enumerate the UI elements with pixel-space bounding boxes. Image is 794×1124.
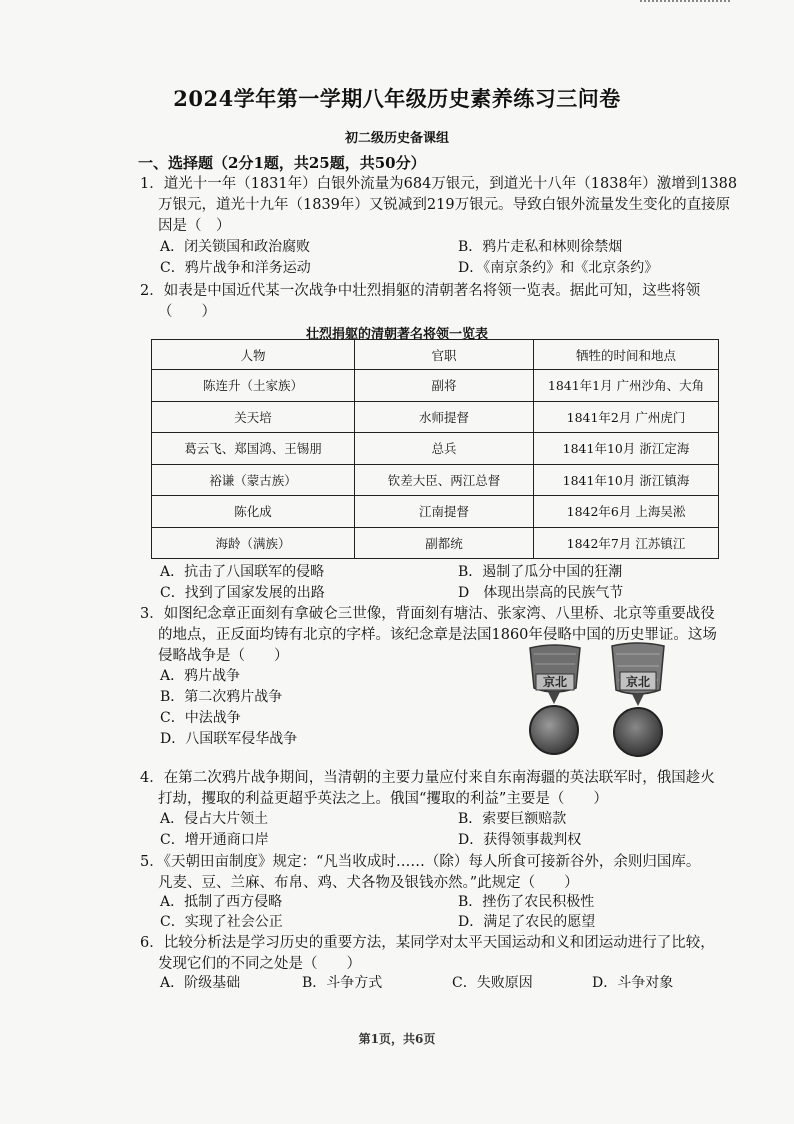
table-header-row <box>152 340 719 370</box>
question-6-line-1: 6．比较分析法是学习历史的重要方法，某同学对太平天国运动和义和团运动进行了比较， <box>140 935 715 951</box>
table-row <box>152 496 719 528</box>
table-header-time-place: 牺牲的时间和地点 <box>534 340 719 370</box>
table-row <box>152 401 719 433</box>
question-4-option-c[interactable]: C．增开通商口岸 <box>160 832 269 848</box>
table-cell-person: 葛云飞、郑国鸿、王锡朋 <box>152 433 355 465</box>
question-2-option-a[interactable]: A．抗击了八国联军的侵略 <box>160 564 325 580</box>
table-cell-post: 副将 <box>355 370 534 402</box>
table-cell-time-place: 1842年6月 上海吴淞 <box>534 496 719 528</box>
question-4-option-b[interactable]: B．索要巨额赔款 <box>458 811 567 827</box>
table-cell-post: 钦差大臣、两江总督 <box>355 464 534 496</box>
question-3-option-b[interactable]: B．第二次鸦片战争 <box>160 689 283 705</box>
question-4-line-2: 打劫，攫取的利益更超乎英法之上。俄国“攫取的利益”主要是（ ） <box>158 791 608 807</box>
question-6-option-c[interactable]: C．失败原因 <box>452 975 533 991</box>
question-6-option-d[interactable]: D．斗争对象 <box>592 975 674 991</box>
question-3-line-1: 3．如图纪念章正面刻有拿破仑三世像，背面刻有塘沽、张家湾、八里桥、北京等重要战役 <box>140 606 715 622</box>
question-6 <box>140 933 780 975</box>
question-4-option-d[interactable]: D．获得领事裁判权 <box>458 832 582 848</box>
question-2-option-c[interactable]: C．找到了国家发展的出路 <box>160 585 325 601</box>
table-cell-person: 陈连升（土家族） <box>152 370 355 402</box>
top-edge-mark <box>640 0 730 8</box>
question-1-option-c[interactable]: C．鸦片战争和洋务运动 <box>160 260 311 276</box>
table-cell-person: 关天培 <box>152 401 355 433</box>
question-1-option-d[interactable]: D．《南京条约》和《北京条约》 <box>458 260 659 276</box>
question-5-line-1: 5．《天朝田亩制度》规定：“凡当收成时……（除）每人所食可接新谷外，余则归国库。 <box>140 854 701 870</box>
page-number: 第1页，共6页 <box>358 1032 436 1046</box>
medal-svg <box>526 640 666 758</box>
section-title: 一、选择题（2分1题，共25题，共50分） <box>138 154 426 172</box>
question-6-option-a[interactable]: A．阶级基础 <box>160 975 241 991</box>
question-3-option-a[interactable]: A．鸦片战争 <box>160 668 241 684</box>
question-2-line-1: 2．如表是中国近代某一次战争中壮烈捐躯的清朝著名将领一览表。据此可知，这些将领 <box>140 283 701 299</box>
table-cell-person: 海龄（满族） <box>152 527 355 559</box>
page-subtitle: 初二级历史备课组 <box>344 131 449 146</box>
question-3-option-c[interactable]: C．中法战争 <box>160 710 241 726</box>
question-3 <box>140 604 780 667</box>
table-cell-time-place: 1841年10月 浙江镇海 <box>534 464 719 496</box>
table-row <box>152 464 719 496</box>
table-cell-time-place: 1842年7月 江苏镇江 <box>534 527 719 559</box>
table-cell-post: 总兵 <box>355 433 534 465</box>
table-cell-time-place: 1841年2月 广州虎门 <box>534 401 719 433</box>
question-1-line-1: 1．道光十一年（1831年）白银外流量为684万银元，到道光十八年（1838年）激增到1388 <box>140 176 738 192</box>
medal-back-text: 京北 <box>625 675 651 689</box>
question-5-option-b[interactable]: B．挫伤了农民积极性 <box>458 894 595 910</box>
table-cell-post: 水师提督 <box>355 401 534 433</box>
question-2 <box>140 281 780 323</box>
question-3-line-2: 的地点，正反面均铸有北京的字样。该纪念章是法国1860年侵略中国的历史罪证。这场 <box>158 627 717 643</box>
table-header-person: 人物 <box>152 340 355 370</box>
question-4-option-a[interactable]: A．侵占大片领土 <box>160 811 269 827</box>
question-1 <box>140 174 780 237</box>
table-cell-time-place: 1841年1月 广州沙角、大角 <box>534 370 719 402</box>
question-5-option-c[interactable]: C．实现了社会公正 <box>160 914 283 930</box>
question-4 <box>140 768 780 810</box>
generals-table <box>151 339 719 559</box>
question-5-line-2: 凡麦、豆、兰麻、布帛、鸡、犬各物及银钱亦然。”此规定（ ） <box>158 875 579 891</box>
table-cell-time-place: 1841年10月 浙江定海 <box>534 433 719 465</box>
table-cell-post: 副都统 <box>355 527 534 559</box>
table-cell-person: 陈化成 <box>152 496 355 528</box>
table-caption: 壮烈捐躯的清朝著名将领一览表 <box>305 327 488 342</box>
question-6-line-2: 发现它们的不同之处是（ ） <box>158 956 361 972</box>
question-1-line-3: 因是（ ） <box>158 218 231 234</box>
question-5-option-a[interactable]: A．抵制了西方侵略 <box>160 894 283 910</box>
medal-front <box>530 645 580 754</box>
question-4-line-1: 4．在第二次鸦片战争期间，当清朝的主要力量应付来自东南海疆的英法联军时，俄国趁火 <box>140 770 715 786</box>
medal-illustration <box>526 640 666 758</box>
question-5 <box>140 852 780 894</box>
table-row <box>152 433 719 465</box>
medal-front-text: 京北 <box>542 675 568 689</box>
question-5-option-d[interactable]: D．满足了农民的愿望 <box>458 914 596 930</box>
question-3-line-3: 侵略战争是（ ） <box>158 648 289 664</box>
question-1-line-2: 万银元，道光十九年（1839年）又锐减到219万银元。导致白银外流量发生变化的直接原 <box>158 197 731 213</box>
table-cell-post: 江南提督 <box>355 496 534 528</box>
question-6-option-b[interactable]: B．斗争方式 <box>302 975 383 991</box>
question-1-option-a[interactable]: A．闭关锁国和政治腐败 <box>160 239 311 255</box>
question-1-option-b[interactable]: B．鸦片走私和林则徐禁烟 <box>458 239 623 255</box>
table-row <box>152 370 719 402</box>
table-header-post: 官职 <box>355 340 534 370</box>
question-3-option-d[interactable]: D．八国联军侵华战争 <box>160 731 298 747</box>
question-2-line-2: （ ） <box>158 304 216 320</box>
question-2-option-b[interactable]: B．遏制了瓜分中国的狂潮 <box>458 564 623 580</box>
table-row <box>152 527 719 559</box>
table-cell-person: 裕谦（蒙古族） <box>152 464 355 496</box>
medal-back <box>612 643 664 756</box>
question-2-option-d[interactable]: D 体现出崇高的民族气节 <box>458 585 624 601</box>
page-title: 2024学年第一学期八年级历史素养练习三问卷 <box>173 86 621 111</box>
